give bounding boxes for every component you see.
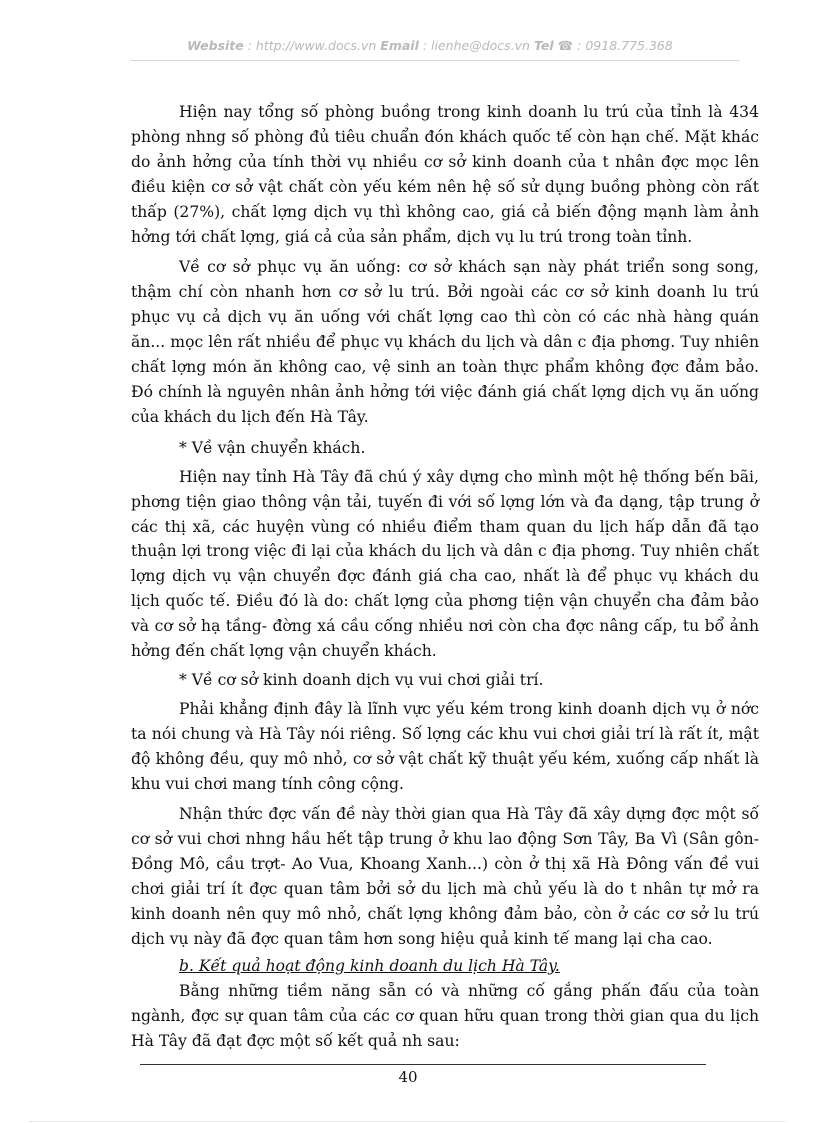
document-body [131,100,759,1060]
email-value: : lienhe@docs.vn [418,38,534,53]
page-header [140,38,720,53]
paragraph: Nhận thức đợc vấn đề này thời gian qua Hà Tây đã xây dựng đợc một số cơ sở vui chơi nhng hầu hết tập trung ở khu lao động Sơn Tây, Ba Vì (Sân gôn- Đồng Mô, cầu trợt- Ao Vua, Khoang Xanh...) còn ở thị xã Hà Đông vấn đề vui chơi giải trí ít đợc quan tâm bởi sở du lịch mà chủ yếu là do t nhân tự mở ra kinh doanh nên quy mô nhỏ, chất lợng không đảm bảo, còn ở các cơ sở lu trú dịch vụ này đã đợc quan tâm hơn song hiệu quả kinh tế mang lại cha cao. [131,805,759,948]
paragraph: Bằng những tiềm năng sẵn có và những cố gắng phấn đấu của toàn ngành, đợc sự quan tâm của các cơ quan hữu quan trong thời gian qua du lịch Hà Tây đã đạt đợc một số kết quả nh sau: [131,981,759,1050]
email-label: Email [380,38,419,53]
tel-label: Tel [533,38,554,53]
paragraph: * Về vận chuyển khách. [179,438,366,457]
paragraph: Phải khẳng định đây là lĩnh vực yếu kém trong kinh doanh dịch vụ ở nớc ta nói chung và Hà Tây nói riêng. Số lợng các khu vui chơi giải trí là rất ít, mật độ không đều, quy mô nhỏ, cơ sở vật chất kỹ thuật yếu kém, xuống cấp nhất là khu vui chơi mang tính công cộng. [131,699,759,793]
footer-divider [140,1064,706,1065]
tel-value: ☎ : 0918.775.368 [553,38,673,53]
section-heading: b. Kết quả hoạt động kinh doanh du lịch Hà Tây. [179,956,560,975]
paragraph: * Về cơ sở kinh doanh dịch vụ vui chơi giải trí. [179,670,544,689]
website-value: : http://www.docs.vn [243,38,381,53]
header-divider [130,60,740,61]
website-label: Website [187,38,244,53]
page-number: 40 [398,1068,418,1086]
paragraph: Hiện nay tỉnh Hà Tây đã chú ý xây dựng cho mình một hệ thống bến bãi, phơng tiện giao thông vận tải, tuyến đi với số lợng lớn và đa dạng, tập trung ở các thị xã, các huyện vùng có nhiều điểm tham quan du lịch hấp dẫn đã tạo thuận lợi trong việc đi lại của khách du lịch và dân c địa phơng. Tuy nhiên chất lợng dịch vụ vận chuyển đợc đánh giá cha cao, nhất là để phục vụ khách du lịch quốc tế. Điều đó là do: chất lợng của phơng tiện vận chuyển cha đảm bảo và cơ sở hạ tầng- đờng xá cầu cống nhiều nơi còn cha đợc nâng cấp, tu bổ ảnh hởng đến chất lợng vận chuyển khách. [131,467,759,661]
paragraph: Về cơ sở phục vụ ăn uống: cơ sở khách sạn này phát triển song song, thậm chí còn nhanh hơn cơ sở lu trú. Bởi ngoài các cơ sở kinh doanh lu trú phục vụ cả dịch vụ ăn uống với chất lợng cao thì còn có các nhà hàng quán ăn... mọc lên rất nhiều để phục vụ khách du lịch và dân c địa phơng. Tuy nhiên chất lợng món ăn không cao, vệ sinh an toàn thực phẩm không đợc đảm bảo. Đó chính là nguyên nhân ảnh hởng tới việc đánh giá chất lợng dịch vụ ăn uống của khách du lịch đến Hà Tây. [131,258,759,426]
bottom-dotted-border [30,1121,786,1122]
paragraph: Hiện nay tổng số phòng buồng trong kinh doanh lu trú của tỉnh là 434 phòng nhng số phòng đủ tiêu chuẩn đón khách quốc tế còn hạn chế. Mặt khác do ảnh hởng của tính thời vụ nhiều cơ sở kinh doanh của t nhân đợc mọc lên điều kiện cơ sở vật chất còn yếu kém nên hệ số sử dụng buồng phòng còn rất thấp (27%), chất lợng dịch vụ thì không cao, giá cả biến động mạnh làm ảnh hởng tới chất lợng, giá cả của sản phẩm, dịch vụ lu trú trong toàn tỉnh. [131,103,759,246]
